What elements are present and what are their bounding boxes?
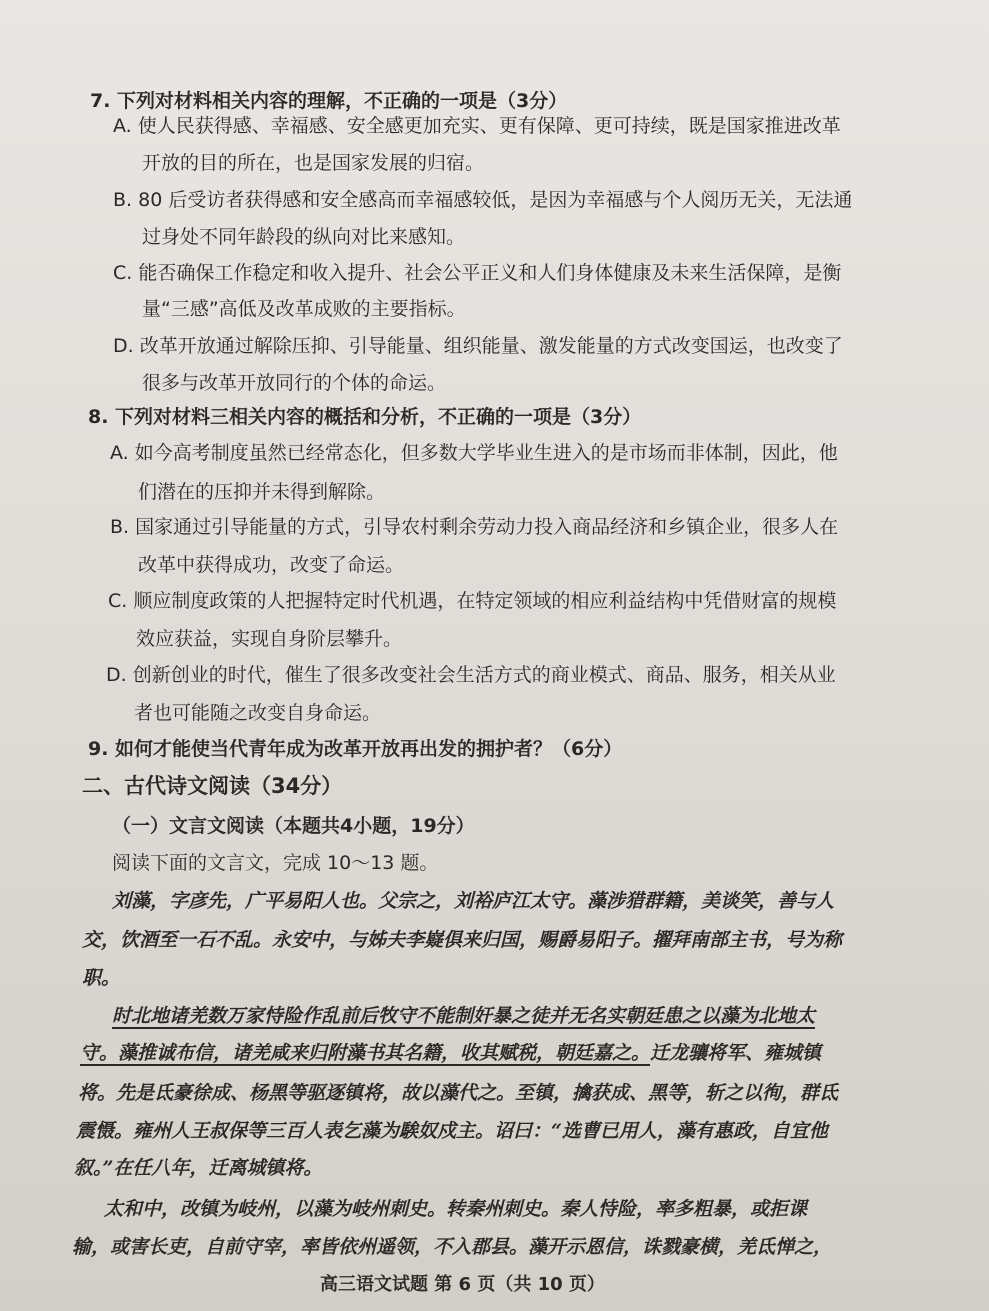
q7-option-c-line1: C. 能否确保工作稳定和收入提升、社会公平正义和人们身体健康及未来生活保障，是衡: [113, 262, 842, 284]
passage-p1-line1: 刘藻，字彦先，广平易阳人也。父宗之，刘裕庐江太守。藻涉猎群籍，美谈笑，善与人: [112, 890, 835, 912]
q8-option-c-line1: C. 顺应制度政策的人把握特定时代机遇，在特定领域的相应利益结构中凭借财富的规模: [108, 590, 837, 612]
q7-option-b-line1: B. 80 后受访者获得感和安全感高而幸福感较低，是因为幸福感与个人阅历无关，无法通: [113, 189, 853, 211]
q8-option-d-line2: 者也可能随之改变自身命运。: [134, 702, 382, 724]
q7-option-a-line2: 开放的目的所在，也是国家发展的归宿。: [142, 152, 485, 174]
question-8-stem: 8. 下列对材料三相关内容的概括和分析，不正确的一项是（3分）: [88, 406, 642, 428]
passage-underlined-line2-body: 藻推诚布信，诸羌咸来归附藻书其名籍，收其赋税，朝廷嘉之。: [118, 1042, 651, 1064]
passage-p3-line2: 输，或害长吏，自前守宰，率皆依州遥领，不入郡县。藻开示恩信，诛戮豪横，羌氐惮之，: [72, 1236, 833, 1258]
passage-p1-line3: 职。: [82, 967, 121, 989]
passage-p3-line1: 太和中，改镇为岐州，以藻为岐州刺史。转秦州刺史。秦人恃险，率多粗暴，或拒课: [104, 1198, 808, 1220]
passage-underlined-line2-head: 守。: [80, 1042, 119, 1064]
passage-p2-line3: 将。先是氐豪徐成、杨黑等驱逐镇将，故以藻代之。至镇，擒获成、黑等，斩之以徇，群氐: [78, 1082, 839, 1104]
passage-p1-line2: 交，饮酒至一石不乱。永安中，与姊夫李嶷俱来归国，赐爵易阳子。擢拜南部主书，号为称: [82, 929, 843, 951]
q7-option-d-line1: D. 改革开放通过解除压抑、引导能量、组织能量、激发能量的方式改变国运，也改变了: [113, 335, 843, 357]
section-2-title: 二、古代诗文阅读（34分）: [82, 774, 343, 798]
q8-option-d-line1: D. 创新创业的时代，催生了很多改变社会生活方式的商业模式、商品、服务，相关从业: [106, 664, 836, 686]
passage-p2-line5: 叙。”在任八年，迁离城镇将。: [74, 1157, 323, 1179]
passage-p2-line2: [80, 1040, 821, 1066]
section-2-subtitle: （一）文言文阅读（本题共4小题，19分）: [112, 815, 475, 837]
q8-option-c-line2: 效应获益，实现自身阶层攀升。: [136, 628, 403, 650]
reading-instruction: 阅读下面的文言文，完成 10～13 题。: [112, 852, 439, 874]
q7-option-a-line1: A. 使人民获得感、幸福感、安全感更加充实、更有保障、更可持续，既是国家推进改革: [113, 115, 841, 137]
q8-option-b-line1: B. 国家通过引导能量的方式，引导农村剩余劳动力投入商品经济和乡镇企业，很多人在: [110, 516, 839, 538]
passage-underlined-line1: 时北地诸羌数万家恃险作乱前后牧守不能制奸暴之徒并无名实朝廷患之以藻为北地太: [112, 1005, 816, 1027]
q7-option-d-line2: 很多与改革开放同行的个体的命运。: [142, 372, 447, 394]
question-9-stem: 9. 如何才能使当代青年成为改革开放再出发的拥护者？（6分）: [88, 738, 623, 760]
passage-p2-line4: 震慑。雍州人王叔保等三百人表乞藻为騃奴戍主。诏曰：“选曹已用人，藻有惠政，自宜他: [76, 1120, 828, 1142]
q8-option-a-line1: A. 如今高考制度虽然已经常态化，但多数大学毕业生进入的是市场而非体制，因此，他: [110, 442, 838, 464]
passage-p2-line2-tail: 迁龙骧将军、雍城镇: [650, 1042, 822, 1064]
q8-option-b-line2: 改革中获得成功，改变了命运。: [138, 554, 405, 576]
q8-option-a-line2: 们潜在的压抑并未得到解除。: [138, 481, 386, 503]
page-footer: 高三语文试题 第 6 页（共 10 页）: [320, 1274, 605, 1295]
q7-option-b-line2: 过身处不同年龄段的纵向对比来感知。: [142, 226, 466, 248]
q7-option-c-line2: 量“三感”高低及改革成败的主要指标。: [142, 298, 466, 320]
question-7-stem: 7. 下列对材料相关内容的理解，不正确的一项是（3分）: [90, 90, 568, 112]
